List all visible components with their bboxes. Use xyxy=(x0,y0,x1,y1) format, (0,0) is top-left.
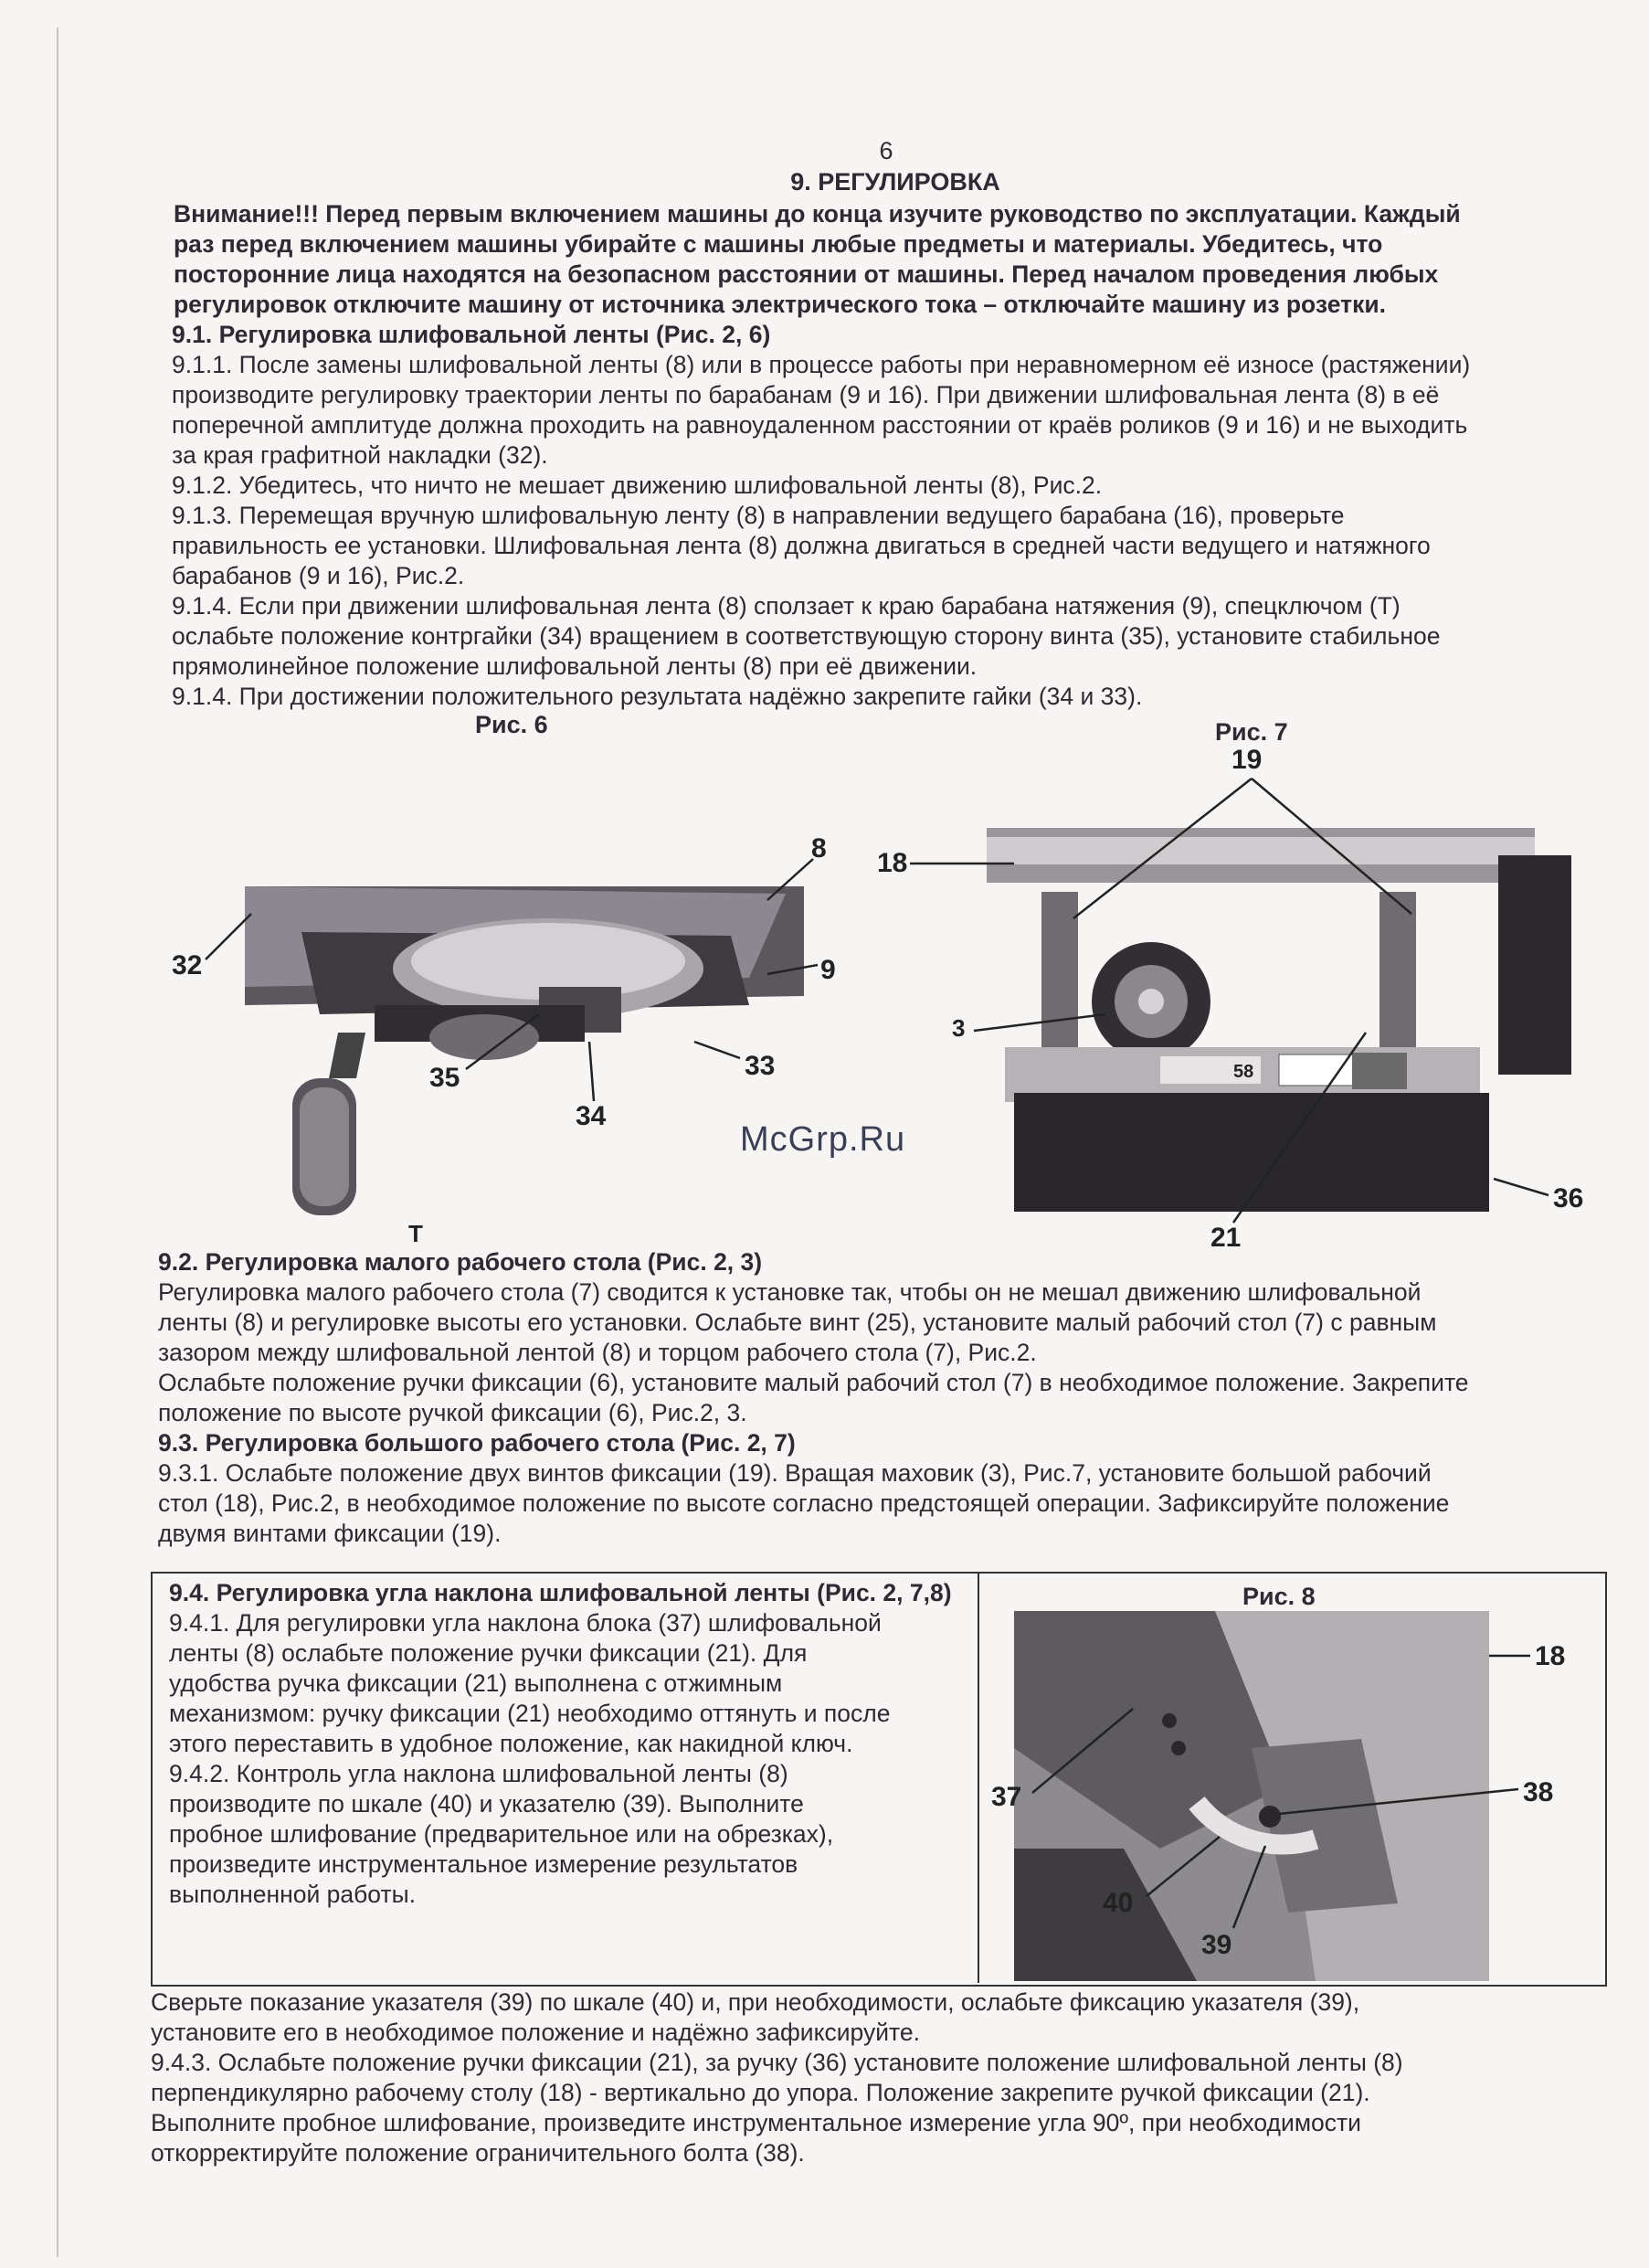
paragraph-line: установите его в необходимое положение и надёжно зафиксируйте. xyxy=(151,2019,920,2046)
tail-section xyxy=(151,1987,1603,2168)
paragraph-line: Сверьте показание указателя (39) по шкале (40) и, при необходимости, ослабьте фиксацию указателя (39), xyxy=(151,1988,1360,2016)
callout-32: 32 xyxy=(172,950,203,980)
paragraph-line: Выполните пробное шлифование, произведите инструментальное измерение угла 90º, при необходимости xyxy=(151,2109,1361,2136)
watermark: McGrp.Ru xyxy=(740,1120,906,1159)
paragraph-line: 9.1.4. Если при движении шлифовальная лента (8) сползает к краю барабана натяжения (9), спецключом (Т) xyxy=(172,592,1401,620)
warning-line: Внимание!!! Перед первым включением машины до конца изучите руководство по эксплуатации. Каждый xyxy=(174,200,1461,228)
figure-8-title: Рис. 8 xyxy=(1242,1583,1316,1610)
callout-18-fig8: 18 xyxy=(1535,1641,1566,1671)
paragraph-line: ослабьте положение контргайки (34) вращением в соответствующую сторону винта (35), установите стабильное xyxy=(172,622,1441,650)
callout-21: 21 xyxy=(1210,1223,1242,1253)
paragraph-line: Ослабьте положение ручки фиксации (6), установите малый рабочий стол (7) в необходимое положение. Закрепите xyxy=(158,1369,1469,1396)
callout-34: 34 xyxy=(576,1101,607,1131)
callout-39: 39 xyxy=(1201,1930,1232,1960)
section-title: 9. РЕГУЛИРОВКА xyxy=(790,168,1000,196)
paragraph-line: производите регулировку траектории ленты по барабанам (9 и 16). При движении шлифовальная лента (8) в её xyxy=(172,381,1440,408)
callout-9: 9 xyxy=(820,955,836,985)
section-heading: 9.1. Регулировка шлифовальной ленты (Рис. 2, 6) xyxy=(172,321,771,348)
paragraph-line: 9.4.2. Контроль угла наклона шлифовальной ленты (8) xyxy=(169,1760,788,1787)
paragraph-line: 9.4.3. Ослабьте положение ручки фиксации (21), за ручку (36) установите положение шлифовальной ленты (8) xyxy=(151,2049,1403,2076)
section-heading: 9.2. Регулировка малого рабочего стола (Рис. 2, 3) xyxy=(158,1248,763,1276)
paragraph-line: 9.4.1. Для регулировки угла наклона блока (37) шлифовальной xyxy=(169,1609,882,1637)
paragraph-line: 9.3.1. Ослабьте положение двух винтов фиксации (19). Вращая маховик (3), Рис.7, установите большой рабочий xyxy=(158,1459,1432,1487)
paragraph-line: произведите инструментальное измерение результатов xyxy=(169,1850,798,1878)
paragraph-line: прямолинейное положение шлифовальной ленты (8) при её движении. xyxy=(172,652,978,680)
paragraph-line: 9.1.1. После замены шлифовальной ленты (8) или в процессе работы при неравномерном её износе (растяжении) xyxy=(172,351,1471,378)
warning-line: раз перед включением машины убирайте с машины любые предметы и материалы. Убедитесь, что xyxy=(174,230,1383,258)
callout-38: 38 xyxy=(1523,1777,1554,1807)
section-heading: 9.3. Регулировка большого рабочего стола (Рис. 2, 7) xyxy=(158,1429,796,1457)
paragraph-line: механизмом: ручку фиксации (21) необходимо оттянуть и после xyxy=(169,1700,891,1727)
callout-8: 8 xyxy=(811,833,827,864)
warning-line: посторонние лица находятся на безопасном расстоянии от машины. Перед началом проведения любых xyxy=(174,260,1439,288)
paragraph-line: откорректируйте положение ограничительного болта (38). xyxy=(151,2139,805,2167)
paragraph-line: Регулировка малого рабочего стола (7) сводится к установке так, чтобы он не мешал движению шлифовальной xyxy=(158,1278,1422,1306)
callout-40: 40 xyxy=(1103,1888,1134,1918)
paragraph-line: зазором между шлифовальной лентой (8) и торцом рабочего стола (7), Рис.2. xyxy=(158,1339,1037,1366)
paragraph-line: ленты (8) и регулировке высоты его установки. Ослабьте винт (25), установите малый рабочий стол (7) с равным xyxy=(158,1309,1437,1336)
callout-T: Т xyxy=(408,1220,423,1247)
paragraph-line: поперечной амплитуде должна проходить на равноудаленном расстоянии от краёв роликов (9 и 16) и не выходить xyxy=(172,411,1468,439)
paragraph-line: двумя винтами фиксации (19). xyxy=(158,1520,502,1547)
paragraph-line: правильность ее установки. Шлифовальная лента (8) должна двигаться в средней части ведущего и натяжного xyxy=(172,532,1431,559)
section-heading: 9.4. Регулировка угла наклона шлифовальной ленты (Рис. 2, 7,8) xyxy=(169,1579,952,1606)
paragraph-line: барабанов (9 и 16), Рис.2. xyxy=(172,562,465,589)
callout-37: 37 xyxy=(991,1782,1022,1812)
callout-36: 36 xyxy=(1553,1183,1584,1213)
figure-7-badge: 58 xyxy=(1233,1062,1254,1082)
callout-33: 33 xyxy=(745,1051,776,1081)
paragraph-line: пробное шлифование (предварительное или на обрезках), xyxy=(169,1820,834,1848)
callout-3: 3 xyxy=(952,1014,966,1042)
paragraph-line: этого переставить в удобное положение, как накидной ключ. xyxy=(169,1730,853,1757)
warning-line: регулировок отключите машину от источника электрического тока – отключайте машину из розетки. xyxy=(174,291,1387,318)
callout-35: 35 xyxy=(429,1063,460,1093)
paragraph-line: удобства ручка фиксации (21) выполнена с отжимным xyxy=(169,1669,783,1697)
paragraph-line: за края графитной накладки (32). xyxy=(172,441,548,469)
paragraph-line: ленты (8) ослабьте положение ручки фиксации (21). Для xyxy=(169,1639,808,1667)
paragraph-line: 9.1.3. Перемещая вручную шлифовальную ленту (8) в направлении ведущего барабана (16), проверьте xyxy=(172,502,1345,529)
page-number: 6 xyxy=(879,137,893,164)
figure-6-title: Рис. 6 xyxy=(475,711,548,738)
paragraph-line: 9.1.4. При достижении положительного результата надёжно закрепите гайки (34 и 33). xyxy=(172,683,1143,710)
paragraph-line: производите по шкале (40) и указателю (39). Выполните xyxy=(169,1790,804,1818)
callout-18-fig7: 18 xyxy=(877,848,908,878)
figure-7-title: Рис. 7 xyxy=(1215,718,1288,746)
paragraph-line: выполненной работы. xyxy=(169,1881,416,1908)
paragraph-line: стол (18), Рис.2, в необходимое положение по высоте согласно предстоящей операции. Зафиксируйте положение xyxy=(158,1489,1450,1517)
paragraph-line: положение по высоте ручкой фиксации (6), Рис.2, 3. xyxy=(158,1399,747,1426)
callout-19: 19 xyxy=(1231,745,1263,775)
paragraph-line: 9.1.2. Убедитесь, что ничто не мешает движению шлифовальной ленты (8), Рис.2. xyxy=(172,472,1103,499)
paragraph-line: перпендикулярно рабочему столу (18) - вертикально до упора. Положение закрепите ручкой фиксации (21). xyxy=(151,2079,1370,2106)
